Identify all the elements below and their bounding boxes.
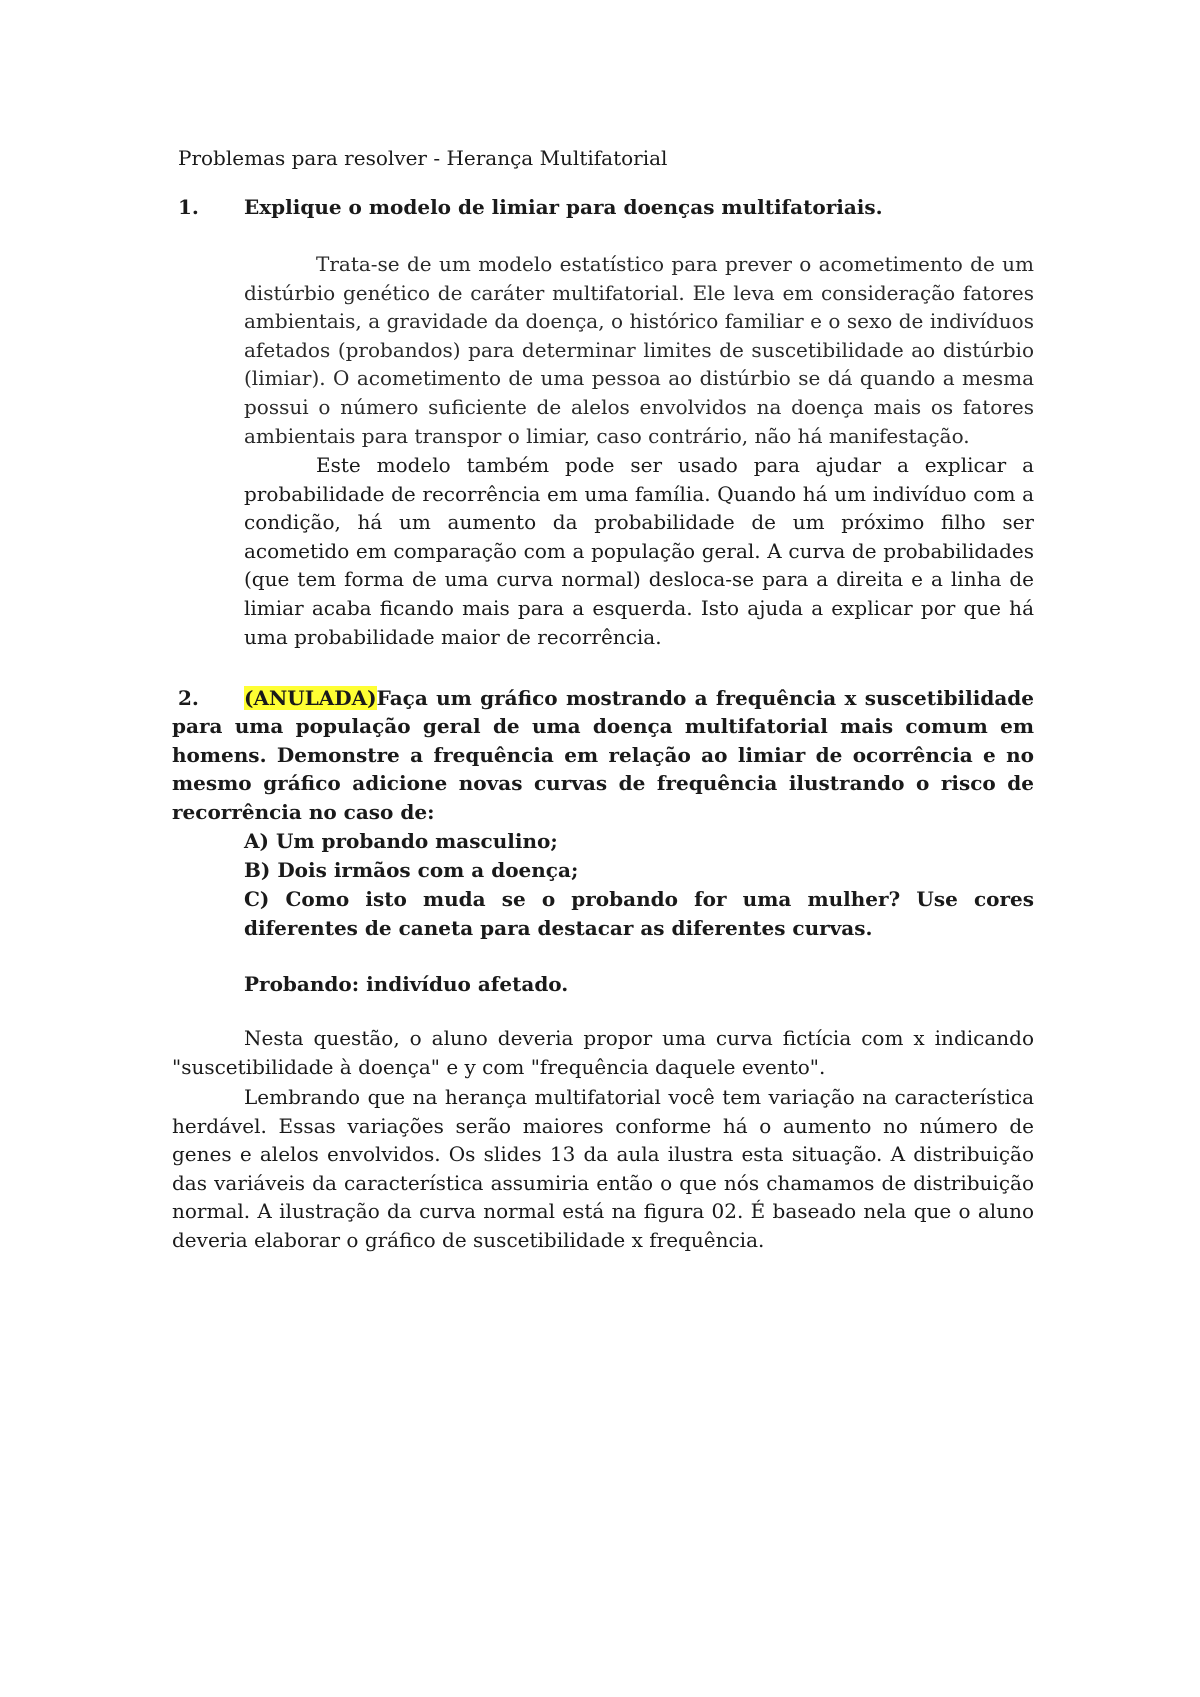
question-2-item-a: A) Um probando masculino; (244, 829, 558, 853)
question-2-text-first: Faça um gráfico mostrando a frequência x suscetibilidade (376, 686, 1034, 710)
annulled-tag: (ANULADA) (244, 686, 377, 710)
question-2-item-b: B) Dois irmãos com a doença; (244, 858, 579, 882)
question-2-item-c: C) Como isto muda se o probando for uma mulher? Use cores diferentes de caneta para destacar as diferentes curvas. (244, 887, 1034, 940)
document-title: Problemas para resolver - Herança Multifatorial (178, 146, 668, 170)
question-1-answer-paragraph-2: Este modelo também pode ser usado para ajudar a explicar a probabilidade de recorrência em uma família. Quando há um indivíduo com a condição, há um aumento da probabilidade de um próximo filho ser acometido em comparação com a população geral. A curva de probabilidades (que tem forma de uma curva normal) desloca-se para a direita e a linha de limiar acaba ficando mais para a esquerda. Isto ajuda a explicar por que há uma probabilidade maior de recorrência. (244, 453, 1034, 649)
question-1-answer-paragraph-1: Trata-se de um modelo estatístico para prever o acometimento de um distúrbio genético de caráter multifatorial. Ele leva em consideração fatores ambientais, a gravidade da doença, o histórico familiar e o sexo de indivíduos afetados (probandos) para determinar limites de suscetibilidade ao distúrbio (limiar). O acometimento de uma pessoa ao distúrbio se dá quando a mesma possui o número suficiente de alelos envolvidos na doença mais os fatores ambientais para transpor o limiar, caso contrário, não há manifestação. (244, 252, 1034, 448)
question-2-answer-paragraph-2: Lembrando que na herança multifatorial você tem variação na característica herdável. Essas variações serão maiores conforme há o aumento no número de genes e alelos envolvidos. Os slides 13 da aula ilustra esta situação. A distribuição das variáveis da característica assumiria então o que nós chamamos de distribuição normal. A ilustração da curva normal está na figura 02. É baseado nela que o aluno deveria elaborar o gráfico de suscetibilidade x frequência. (172, 1085, 1034, 1252)
question-2-text-rest: para uma população geral de uma doença multifatorial mais comum em homens. Demonstre a frequência em relação ao limiar de ocorrência e no mesmo gráfico adicione novas curvas de frequência ilustrando o risco de recorrência no caso de: (172, 714, 1034, 824)
question-1-text: Explique o modelo de limiar para doenças multifatoriais. (244, 195, 883, 219)
question-2-number: 2. (178, 686, 199, 710)
question-2-answer-paragraph-1: Nesta questão, o aluno deveria propor uma curva fictícia com x indicando "suscetibilidade à doença" e y com "frequência daquele evento". (172, 1026, 1034, 1079)
probando-note: Probando: indivíduo afetado. (244, 972, 569, 996)
question-1-number: 1. (178, 195, 199, 219)
question-2-first-line (244, 686, 1034, 710)
